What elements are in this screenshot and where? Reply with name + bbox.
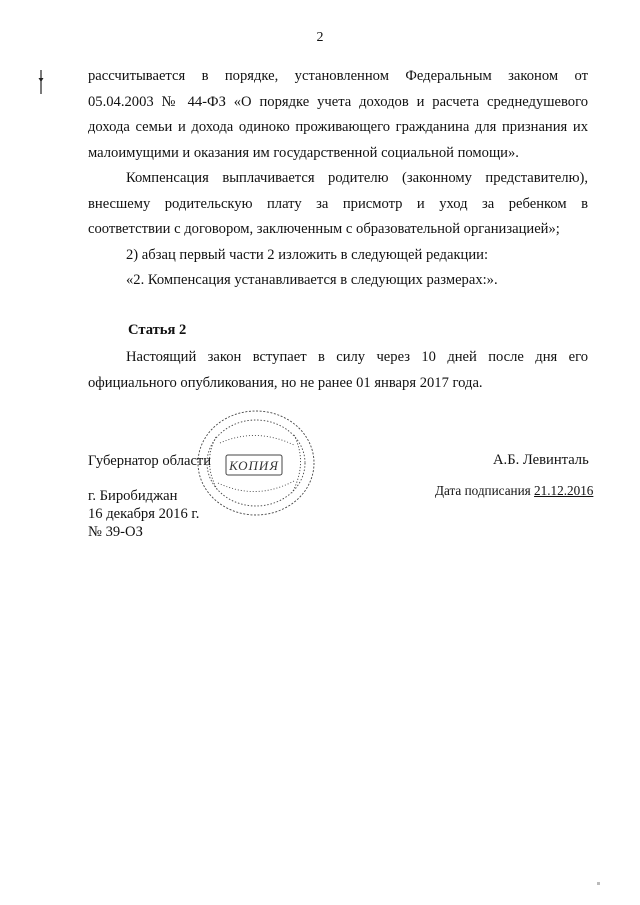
paragraph-1-line: малоимущими и оказания им государственной социальной помощи». — [88, 144, 519, 161]
paragraph-4: «2. Компенсация устанавливается в следующих размерах:». — [126, 272, 498, 288]
paragraph-1-line: 05.04.2003 № 44-ФЗ «О порядке учета доходов и расчета среднедушевого — [88, 93, 588, 110]
paragraph-2-line: соответствии с договором, заключенным с образовательной организацией»; — [88, 221, 560, 237]
law-date: 16 декабря 2016 г. — [88, 506, 200, 522]
stamp-label: КОПИЯ — [229, 458, 279, 473]
paragraph-2-line: Компенсация выплачивается родителю (законному представителю), — [126, 170, 588, 186]
scan-artifact — [597, 882, 600, 885]
paragraph-1-line: рассчитывается в порядке, установленном Федеральным законом от — [88, 68, 588, 84]
margin-mark-icon — [38, 70, 44, 94]
paragraph-2-line: внесшему родительскую плату за присмотр и уход за ребенком в — [88, 195, 588, 212]
paragraph-1-line: дохода семьи и дохода одиноко проживающего гражданина для признания их — [88, 119, 588, 135]
paragraph-3: 2) абзац первый части 2 изложить в следующей редакции: — [126, 246, 489, 263]
article-2-line: Настоящий закон вступает в силу через 10 дней после дня его — [126, 349, 588, 365]
signing-date — [435, 483, 593, 499]
article-2-title: Статья 2 — [128, 322, 187, 338]
signing-date-label: Дата подписания — [435, 483, 531, 498]
page-number: 2 — [316, 30, 324, 45]
signing-date-value: 21.12.2016 — [534, 483, 594, 498]
law-number: № 39-ОЗ — [88, 524, 143, 540]
article-2-line: официального опубликования, но не ранее 01 января 2017 года. — [88, 374, 483, 391]
paragraph-1 — [88, 64, 588, 294]
city: г. Биробиджан — [88, 488, 178, 504]
governor-label: Губернатор области — [88, 453, 212, 469]
governor-name: А.Б. Левинталь — [493, 452, 589, 468]
article-2-body — [88, 345, 588, 396]
